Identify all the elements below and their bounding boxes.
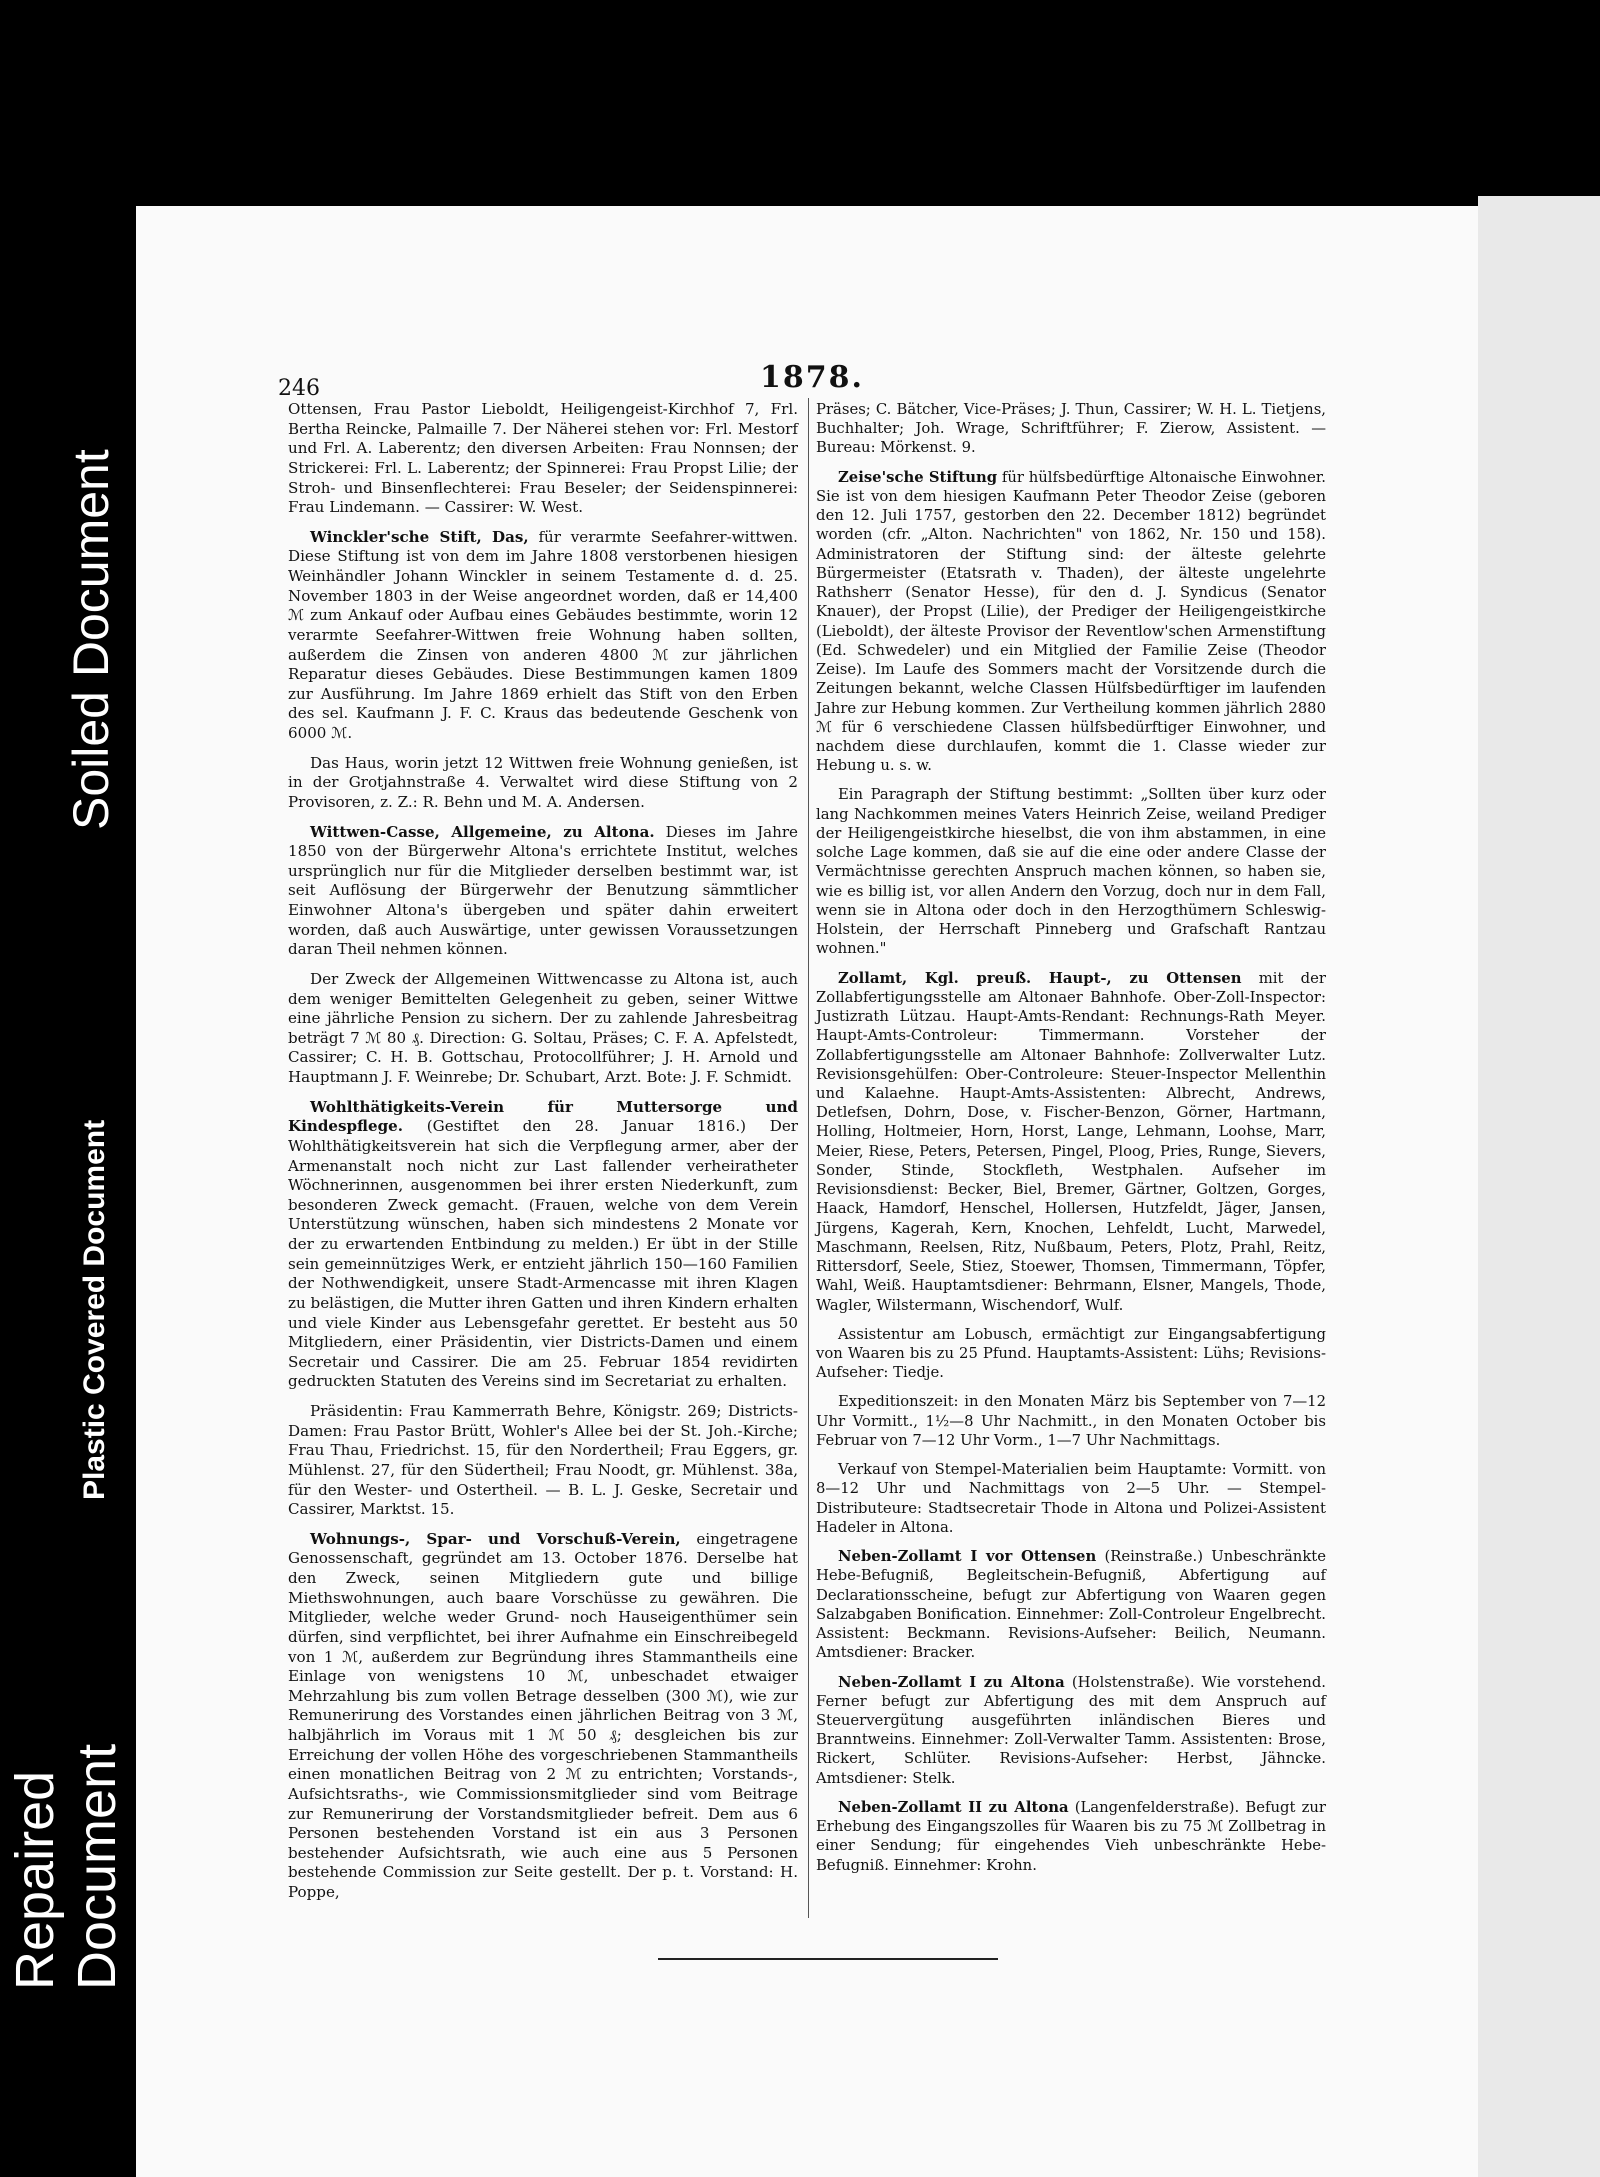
entry-text: für verarmte Seefahrer-wittwen. Diese Stiftung ist von dem im Jahre 1808 verstorbenen hiesigen Weinhändler Johann Winckler in seinem Testamente d. d. 25. November 1803 in der Weise angeordnet worden, daß er 14,400 ℳ zum Ankauf oder Aufbau eines Gebäudes bestimmte, worin 12 verarmte Seefahrer-Wittwen freie Wohnung haben sollten, außerdem die Zinsen von anderen 4800 ℳ zur jährlichen Reparatur dieses Gebäudes. Diese Bestimmungen kamen 1809 zur Ausführung. Im Jahre 1869 erhielt das Stift von den Erben des sel. Kaufmann J. F. C. Kraus das bedeutende Geschenk von 6000 ℳ. <box>288 527 798 742</box>
text-entry <box>816 400 1326 458</box>
page-year-header: 1878. <box>760 360 864 395</box>
entry-heading: Zeise'sche Stiftung <box>838 468 998 486</box>
entry-heading: Zollamt, Kgl. preuß. Haupt-, zu Ottensen <box>838 969 1242 987</box>
text-entry <box>816 969 1326 1315</box>
text-entry <box>288 754 798 813</box>
label-plastic-covered-document: Plastic Covered Document <box>78 1119 111 1500</box>
left-text-column <box>288 400 798 1913</box>
entry-text: Expeditionszeit: in den Monaten März bis September von 7—12 Uhr Vormitt., 1½—8 Uhr Nachmitt., in den Monaten October bis Februar von 7—12 Uhr Vorm., 1—7 Uhr Nachmittags. <box>816 1393 1326 1449</box>
text-entry <box>816 785 1326 958</box>
footer-rule <box>658 1958 998 1960</box>
entry-heading: Neben-Zollamt I vor Ottensen <box>838 1548 1097 1566</box>
entry-text: Präses; C. Bätcher, Vice-Präses; J. Thun, Cassirer; W. H. L. Tietjens, Buchhalter; Joh. Wrage, Schriftführer; F. Zierow, Assistent. — Bureau: Mörkenst. 9. <box>816 401 1326 457</box>
text-entry <box>288 1098 798 1392</box>
entry-heading: Wohlthätigkeits-Verein für Muttersorge und Kindespflege. <box>288 1097 798 1136</box>
entry-text: für hülfsbedürftige Altonaische Einwohner. Sie ist von dem hiesigen Kaufmann Peter Theodor Zeise (geboren den 12. Juli 1757, gestorben den 22. December 1812) begründet worden (cfr. „Alton. Nachrichten" von 1862, Nr. 150 und 158). Administratoren der Stiftung sind: der älteste gelehrte Bürgermeister (Etatsrath v. Thaden), der älteste ungelehrte Rathsherr (Senator Hesse), für den d. J. Syndicus (Senator Knauer), der Propst (Lilie), der Prediger der Heiligengeistkirche (Lieboldt), der älteste Provisor der Reventlow'schen Armenstiftung (Ed. Schwedeler) und ein Mitglied der Familie Zeise (Theodor Zeise). Im Laufe des Sommers macht der Vorsitzende durch die Zeitungen bekannt, welche Classen Hülfsbedürftiger im laufenden Jahre zur Hebung kommen. Zur Vertheilung kommen jährlich 2880 ℳ für 6 verschiedene Classen hülfsbedürftiger Einwohner, und nachdem diese durchlaufen, kommt die 1. Classe wieder zur Hebung u. s. w. <box>816 468 1326 775</box>
entry-text: Ottensen, Frau Pastor Lieboldt, Heiligengeist-Kirchhof 7, Frl. Bertha Reincke, Palmaille 7. Der Näherei stehen vor: Frl. Mestorf und Frl. A. Laberentz; den diversen Arbeiten: Frau Nonnsen; der Strickerei: Frl. L. Laberentz; der Spinnerei: Frau Propst Lilie; der Stroh- und Binsenflechterei: Frau Beseler; der Seidenspinnerei: Frau Lindemann. — Cassirer: W. West. <box>288 400 798 517</box>
entry-heading: Winckler'sche Stift, Das, <box>310 527 529 546</box>
text-entry <box>288 528 798 744</box>
text-entry <box>816 1460 1326 1537</box>
entry-text: Dieses im Jahre 1850 von der Bürgerwehr Altona's errichtete Institut, welches ursprünglich nur für die Mitglieder derselben bestimmt war, ist seit Auflösung der Bürgerwehr der Benutzung sämmtlicher Einwohner Altona's übergeben und später dahin erweitert worden, daß auch Auswärtige, unter gewissen Voraussetzungen daran Theil nehmen können. <box>288 822 798 959</box>
entry-text: Der Zweck der Allgemeinen Wittwencasse zu Altona ist, auch dem weniger Bemittelten Gelegenheit zu geben, seiner Wittwe eine jährliche Pension zu sichern. Der zu zahlende Jahresbeitrag beträgt 7 ℳ 80 ₰. Direction: G. Soltau, Präses; C. F. A. Apfelstedt, Cassirer; C. H. B. Gottschau, Protocollführer; J. H. Arnold und Hauptmann J. F. Weinrebe; Dr. Schubart, Arzt. Bote: J. F. Schmidt. <box>288 969 798 1086</box>
entry-text: Das Haus, worin jetzt 12 Wittwen freie Wohnung genießen, ist in der Grotjahnstraße 4. Verwaltet wird diese Stiftung von 2 Provisoren, z. Z.: R. Behn und M. A. Andersen. <box>288 753 798 811</box>
entry-heading: Neben-Zollamt II zu Altona <box>838 1798 1069 1816</box>
label-repaired-document: Repaired Document <box>5 1743 127 1990</box>
entry-text: (Langenfelderstraße). Befugt zur Erhebung des Eingangszolles für Waaren bis zu 75 ℳ Zollbetrag in einer Sendung; für eingehendes Vieh unbeschränkte Hebe-Befugniß. Einnehmer: Krohn. <box>816 1798 1326 1874</box>
column-divider <box>808 398 809 1918</box>
right-text-column <box>816 400 1326 1885</box>
text-entry <box>288 970 798 1088</box>
entry-text: (Gestiftet den 28. Januar 1816.) Der Wohlthätigkeitsverein hat sich die Verpflegung armer, aber der Armenanstalt noch nicht zur Last fallender verheiratheter Wöchnerinnen, ausgenommen bei ihrer ersten Niederkunft, zum besonderen Zweck gemacht. (Frauen, welche von dem Verein Unterstützung wünschen, haben sich mindestens 2 Monate vor der zu erwartenden Entbindung zu melden.) Er übt in der Stille sein gemeinnütziges Werk, er entzieht jährlich 150—160 Familien der Nothwendigkeit, unsere Stadt-Armencasse mit ihren Klagen zu belästigen, die Mutter ihren Gatten und ihren Kindern erhalten und viele Kinder aus Lebensgefahr gerettet. Er besteht aus 50 Mitgliedern, einer Präsidentin, vier Districts-Damen und einem Secretair und Cassirer. Die am 25. Februar 1854 revidirten gedruckten Statuten des Vereins sind im Secretariat zu erhalten. <box>288 1117 798 1391</box>
text-entry <box>288 823 798 960</box>
entry-text: (Reinstraße.) Unbeschränkte Hebe-Befugniß, Begleitschein-Befugniß, Abfertigung auf Declarationsscheine, befugt zur Abfertigung von Waaren gegen Salzabgaben Bonification. Einnehmer: Zoll-Controleur Engelbrecht. Assistent: Beckmann. Revisions-Aufseher: Beilich, Neumann. Amtsdiener: Bracker. <box>816 1548 1326 1662</box>
adjacent-page-edge <box>1478 196 1600 2177</box>
entry-text: eingetragene Genossenschaft, gegründet am 13. October 1876. Derselbe hat den Zweck, seinen Mitgliedern gute und billige Miethswohnungen, auch baare Vorschüsse zu gewähren. Die Mitglieder, welche weder Grund- noch Hauseigenthümer sein dürfen, sind verpflichtet, bei ihrer Aufnahme ein Einschreibegeld von 1 ℳ, außerdem zur Begründung ihres Stammantheils eine Einlage von wenigstens 10 ℳ, unbeschadet etwaiger Mehrzahlung bis zum vollen Betrage desselben (300 ℳ), wie zur Remunerirung des Vorstandes einen jährlichen Beitrag von 3 ℳ, halbjährlich im Voraus mit 1 ℳ 50 ₰; desgleichen bis zur Erreichung der vollen Höhe des vorgeschriebenen Stammantheils einen monatlichen Beitrag von 2 ℳ zu entrichten; Vorstands-, Aufsichtsraths-, wie Commissionsmitglieder sind vom Beitrage zur Remunerirung der Vorstandsmitglieder befreit. Dem aus 6 Personen bestehenden Vorstand ist ein aus 3 Personen bestehender Aufsichtsrath, wie auch eine aus 5 Personen bestehende Commission zur Seite gestellt. Der p. t. Vorstand: H. Poppe, <box>288 1529 798 1901</box>
text-entry <box>816 1798 1326 1875</box>
text-entry <box>816 468 1326 776</box>
text-entry <box>816 1547 1326 1662</box>
entry-text: Präsidentin: Frau Kammerrath Behre, Königstr. 269; Districts-Damen: Frau Pastor Brütt, Wohler's Allee bei der St. Joh.-Kirche; Frau Thau, Friedrichst. 15, für den Nordertheil; Frau Eggers, gr. Mühlenst. 27, für den Südertheil; Frau Noodt, gr. Mühlenst. 38a, für den Wester- und Ostertheil. — B. L. J. Geske, Secretair und Cassirer, Marktst. 15. <box>288 1402 798 1519</box>
entry-heading: Wittwen-Casse, Allgemeine, zu Altona. <box>310 822 655 841</box>
entry-text: mit der Zollabfertigungsstelle am Altonaer Bahnhofe. Ober-Zoll-Inspector: Justizrath Lützau. Haupt-Amts-Rendant: Rechnungs-Rath Meyer. Haupt-Amts-Controleur: Timmermann. Vorsteher der Zollabfertigungsstelle am Altonaer Bahnhofe: Zollverwalter Lutz. Revisionsgehülfen: Ober-Controleure: Steuer-Inspector Mellenthin und Kalaehne. Haupt-Amts-Assistenten: Albrecht, Andrews, Detlefsen, Dohrn, Dose, v. Fischer-Benzon, Görner, Hartmann, Holling, Holtmeier, Horn, Horst, Lange, Lehmann, Loohse, Marr, Meier, Riese, Peters, Petersen, Pingel, Ploog, Pries, Runge, Sievers, Sonder, Stinde, Stockfleth, Westphalen. Aufseher im Revisionsdienst: Becker, Biel, Bremer, Gärtner, Goltzen, Gorges, Haack, Hamdorf, Henschel, Hollersen, Hutzfeldt, Jäger, Jansen, Jürgens, Kagerah, Kern, Knochen, Lehfeldt, Lucht, Marwedel, Maschmann, Reelsen, Ritz, Nußbaum, Peters, Plotz, Prahl, Reitz, Rittersdorf, Seele, Stiez, Stoewer, Thomsen, Timmermann, Töpfer, Wahl, Weiß. Hauptamtsdiener: Behrmann, Elsner, Mangels, Thode, Wagler, Wilstermann, Wischendorf, Wulf. <box>816 969 1326 1314</box>
text-entry <box>816 1325 1326 1383</box>
entry-heading: Neben-Zollamt I zu Altona <box>838 1673 1065 1691</box>
text-entry <box>288 1402 798 1520</box>
entry-text: Ein Paragraph der Stiftung bestimmt: „Sollten über kurz oder lang Nachkommen meines Vaters Heinrich Zeise, weiland Prediger der Heiligengeistkirche hieselbst, die von ihm abstammen, in eine solche Lage kommen, daß sie auf die eine oder andere Classe der Vermächtnisse gerechten Anspruch machen können, so haben sie, wie es billig ist, vor allen Andern den Vorzug, doch nur in dem Fall, wenn sie in Altona oder doch in den Herzogthümern Schleswig-Holstein, der Herrschaft Pinneberg und Grafschaft Rantzau wohnen." <box>816 786 1326 958</box>
entry-text: Verkauf von Stempel-Materialien beim Hauptamte: Vormitt. von 8—12 Uhr und Nachmittags von 2—5 Uhr. — Stempel-Distributeure: Stadtsecretair Thode in Altona und Polizei-Assistent Hadeler in Altona. <box>816 1461 1326 1536</box>
text-entry <box>816 1392 1326 1450</box>
text-entry <box>816 1673 1326 1788</box>
text-entry <box>288 400 798 518</box>
text-entry <box>288 1530 798 1903</box>
page-number: 246 <box>278 376 320 401</box>
entry-text: (Holstenstraße). Wie vorstehend. Ferner befugt zur Abfertigung des mit dem Anspruch auf Steuervergütung ausgeführten inländischen Bieres und Branntweins. Einnehmer: Zoll-Verwalter Tamm. Assistenten: Brose, Rickert, Schlüter. Revisions-Aufseher: Herbst, Jähncke. Amtsdiener: Stelk. <box>816 1673 1327 1787</box>
entry-text: Assistentur am Lobusch, ermächtigt zur Eingangsabfertigung von Waaren bis zu 25 Pfund. Hauptamts-Assistent: Lühs; Revisions-Aufseher: Tiedje. <box>816 1325 1326 1382</box>
entry-heading: Wohnungs-, Spar- und Vorschuß-Verein, <box>310 1529 681 1548</box>
label-soiled-document: Soiled Document <box>63 449 119 830</box>
